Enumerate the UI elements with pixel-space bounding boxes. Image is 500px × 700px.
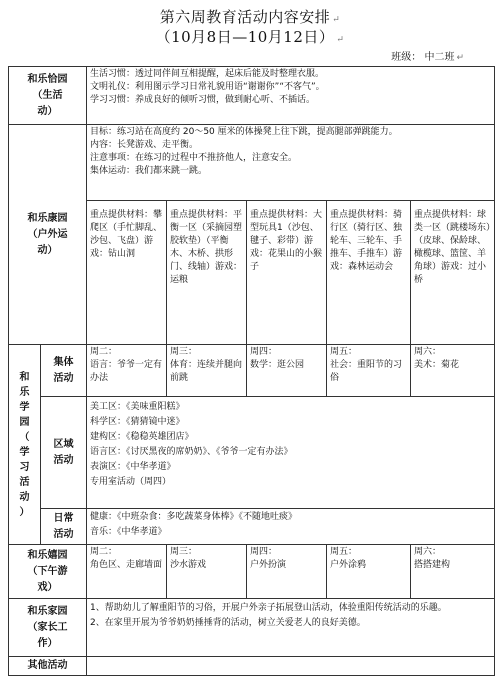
- section-label-other: 其他活动: [9, 657, 87, 676]
- section-row-study-daily: [9, 509, 495, 545]
- class-info: [391, 48, 464, 63]
- collective-day-fri: 周五： 社会：重阳节的习俗: [327, 345, 411, 397]
- sport-content: 内容：长凳游戏、走平衡。: [90, 140, 199, 150]
- area-content: [87, 397, 495, 509]
- area-build: 建构区：《稳稳英雄团店》: [90, 432, 194, 442]
- station-2: 重点提供材料：平衡一区（采摘园塑胶软垫）（平衡木、木桥、拱形门、线轴）游戏：运粮: [167, 201, 247, 345]
- daily-health: 健康：《中班杂食：多吃蔬菜身体棒》《不随地吐痰》: [90, 512, 298, 522]
- other-content: [87, 657, 495, 676]
- area-language: 语言区：《讨厌黑夜的席奶奶》、《爷爷一定有办法》: [90, 447, 293, 457]
- play-day-fri: 周五： 户外涂鸦: [327, 545, 411, 599]
- collective-day-sat: 周六： 美术：菊花: [411, 345, 495, 397]
- collective-day-thu: 周四： 数学：逛公园: [247, 345, 327, 397]
- subsection-label-daily: 日常 活动: [41, 509, 87, 545]
- section-label-family: 和乐家园 （家长工 作）: [9, 599, 87, 657]
- station-5: 重点提供材料：球类一区（跳楼场东）（皮球、保龄球、橄榄球、篮筐、羊角球）游戏：过小桥: [411, 201, 495, 345]
- life-habit: 生活习惯：透过同伴间互相提醒，起床后能及时整理衣服。: [90, 69, 325, 79]
- section-label-study: 和 乐 学 园 （ 学 习 活 动 ）: [9, 345, 41, 545]
- sport-note: 注意事项：在练习的过程中不推挤他人，注意安全。: [90, 153, 298, 163]
- family-item-2: 2、在家里开展为爷爷奶奶捶捶背的活动，树立关爱老人的良好美德。: [90, 618, 366, 628]
- document-title: [0, 6, 500, 27]
- section-label-sport: 和乐康园 （户外运 动）: [9, 125, 87, 345]
- class-value: 中二班: [424, 52, 455, 63]
- area-science: 科学区：《猜猜镜中迷》: [90, 417, 185, 427]
- class-label: 班级：: [391, 52, 422, 63]
- daily-content: [87, 509, 495, 545]
- schedule-table: [8, 66, 495, 676]
- study-habit: 学习习惯：养成良好的倾听习惯，做到耐心听、不插话。: [90, 95, 316, 105]
- paragraph-mark-icon: ↵: [336, 35, 345, 45]
- paragraph-mark-icon: ↵: [456, 53, 464, 63]
- play-day-tue: 周二： 角色区、走廊墙面: [87, 545, 167, 599]
- section-row-study-area: [9, 397, 495, 509]
- date-range: [0, 26, 500, 47]
- section-row-play: [9, 545, 495, 599]
- station-3: 重点提供材料：大型玩具1（沙包、毽子、彩带）游戏：花果山的小猴子: [247, 201, 327, 345]
- subsection-label-collective: 集体 活动: [41, 345, 87, 397]
- date-range-text: （10月8日—10月12日）: [155, 28, 335, 46]
- daily-music: 音乐：《中华孝道》: [90, 527, 167, 537]
- section-row-other: [9, 657, 495, 676]
- section-label-play: 和乐嬉园 （下午游 戏）: [9, 545, 87, 599]
- paragraph-mark-icon: ↵: [332, 15, 341, 25]
- section-row-study-collective: [9, 345, 495, 397]
- play-day-thu: 周四： 户外扮演: [247, 545, 327, 599]
- family-item-1: 1、帮助幼儿了解重阳节的习俗，开展户外亲子拓展登山活动，体验重阳传统活动的乐趣。: [90, 603, 447, 613]
- section-row-family: [9, 599, 495, 657]
- section-row-sport-top: [9, 125, 495, 201]
- family-content: [87, 599, 495, 657]
- play-day-wed: 周三： 沙水游戏: [167, 545, 247, 599]
- title-text: 第六周教育活动内容安排: [159, 8, 331, 26]
- collective-day-tue: 周二： 语言：爷爷一定有办法: [87, 345, 167, 397]
- sport-group: 集体运动：我们都来跳一跳。: [90, 166, 208, 176]
- station-4: 重点提供材料：骑行区（骑行区、独轮车、三轮车、手推车、手推车）游戏：森林运动会: [327, 201, 411, 345]
- area-performance: 表演区：《中华孝道》: [90, 462, 176, 472]
- sport-goal: 目标：练习站在高度约 20～50 厘米的体操凳上往下跳，提高腿部弹跳能力。: [90, 127, 398, 137]
- collective-day-wed: 周三： 体育：连续并腿向前跳: [167, 345, 247, 397]
- life-content: [87, 67, 495, 125]
- station-1: 重点提供材料：攀爬区（手忙脚乱、沙包、飞盘）游戏：钻山洞: [87, 201, 167, 345]
- section-label-life: 和乐恰园 （生活 动）: [9, 67, 87, 125]
- area-special-room: 专用室活动（周四）: [90, 477, 172, 487]
- section-row-life: [9, 67, 495, 125]
- etiquette: 文明礼仪：利用图示学习日常礼貌用语“谢谢你”“不客气”。: [90, 82, 325, 92]
- play-day-sat: 周六： 搭搭建构: [411, 545, 495, 599]
- subsection-label-area: 区域 活动: [41, 397, 87, 509]
- sport-overview: [87, 125, 495, 201]
- area-art: 美工区：《美味重阳糕》: [90, 402, 185, 412]
